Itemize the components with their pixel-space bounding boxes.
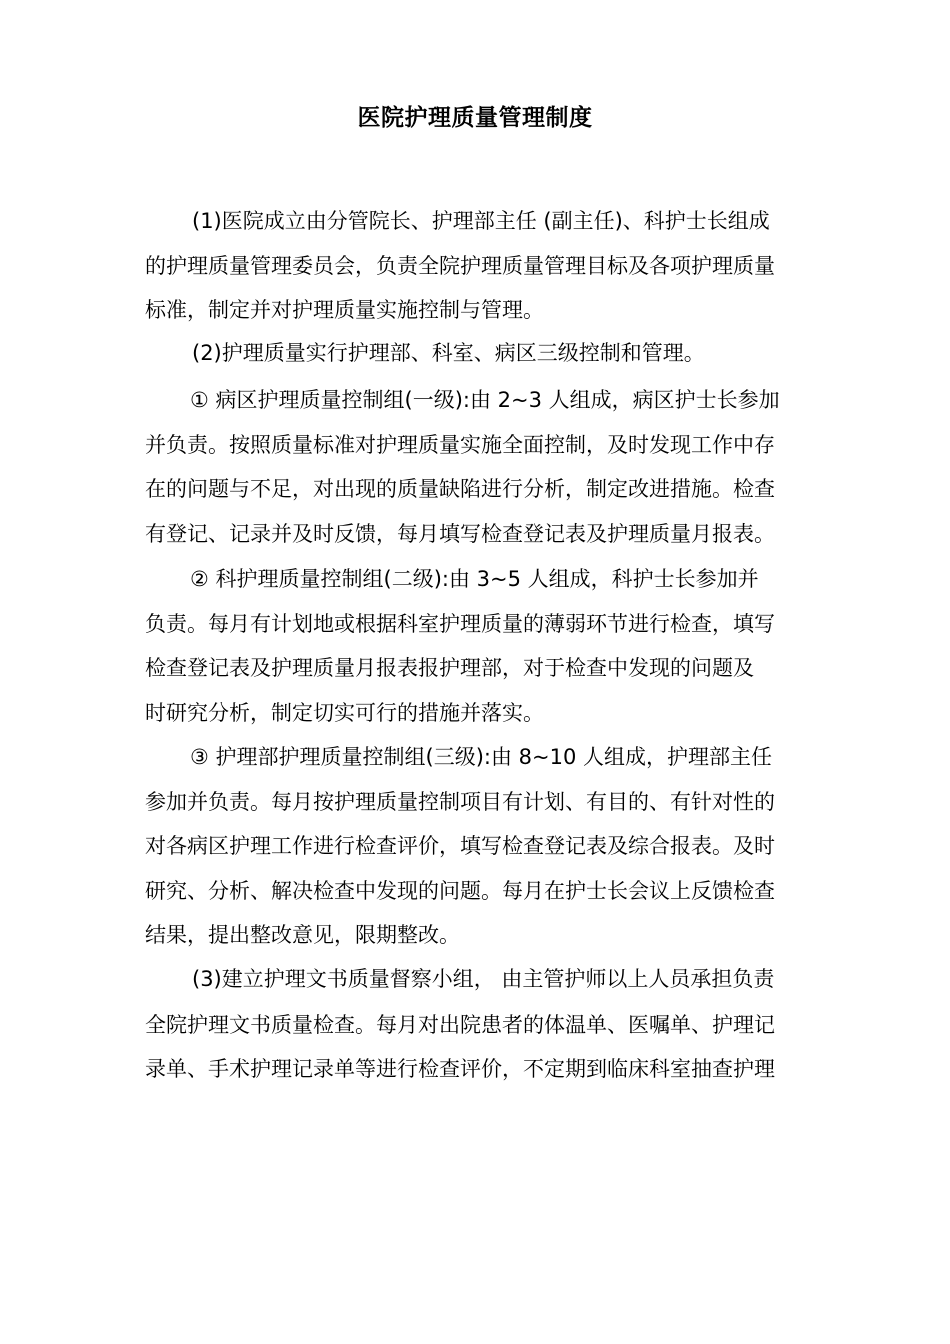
text-line: ① 病区护理质量控制组(一级):由 2~3 人组成，病区护士长参加	[190, 388, 780, 412]
text-line: 时研究分析，制定切实可行的措施并落实。	[145, 701, 544, 725]
document-title: 医院护理质量管理制度	[357, 105, 593, 131]
text-line: ② 科护理质量控制组(二级):由 3~5 人组成，科护士长参加并	[190, 567, 759, 591]
text-line: 标准，制定并对护理质量实施控制与管理。	[145, 298, 544, 322]
text-line: (2)护理质量实行护理部、科室、病区三级控制和管理。	[192, 341, 705, 365]
text-line: ③ 护理部护理质量控制组(三级):由 8~10 人组成，护理部主任	[190, 745, 772, 769]
text-line: 的护理质量管理委员会，负责全院护理质量管理目标及各项护理质量	[145, 254, 775, 278]
text-line: 负责。每月有计划地或根据科室护理质量的薄弱环节进行检查，填写	[145, 612, 775, 636]
text-line: (3)建立护理文书质量督察小组， 由主管护师以上人员承担负责	[192, 967, 775, 991]
text-line: 有登记、记录并及时反馈，每月填写检查登记表及护理质量月报表。	[145, 522, 775, 546]
text-line: (1)医院成立由分管院长、护理部主任 (副主任)、科护士长组成	[192, 209, 770, 233]
text-line: 检查登记表及护理质量月报表报护理部，对于检查中发现的问题及	[145, 656, 754, 680]
text-line: 在的问题与不足，对出现的质量缺陷进行分析，制定改进措施。检查	[145, 477, 775, 501]
text-line: 并负责。按照质量标准对护理质量实施全面控制，及时发现工作中存	[145, 433, 775, 457]
text-line: 录单、手术护理记录单等进行检查评价，不定期到临床科室抽查护理	[145, 1057, 775, 1081]
text-line: 对各病区护理工作进行检查评价，填写检查登记表及综合报表。及时	[145, 834, 775, 858]
text-line: 全院护理文书质量检查。每月对出院患者的体温单、医嘱单、护理记	[145, 1013, 775, 1037]
text-line: 结果，提出整改意见，限期整改。	[145, 923, 460, 947]
text-line: 研究、分析、解决检查中发现的问题。每月在护士长会议上反馈检查	[145, 879, 775, 903]
text-line: 参加并负责。每月按护理质量控制项目有计划、有目的、有针对性的	[145, 790, 775, 814]
